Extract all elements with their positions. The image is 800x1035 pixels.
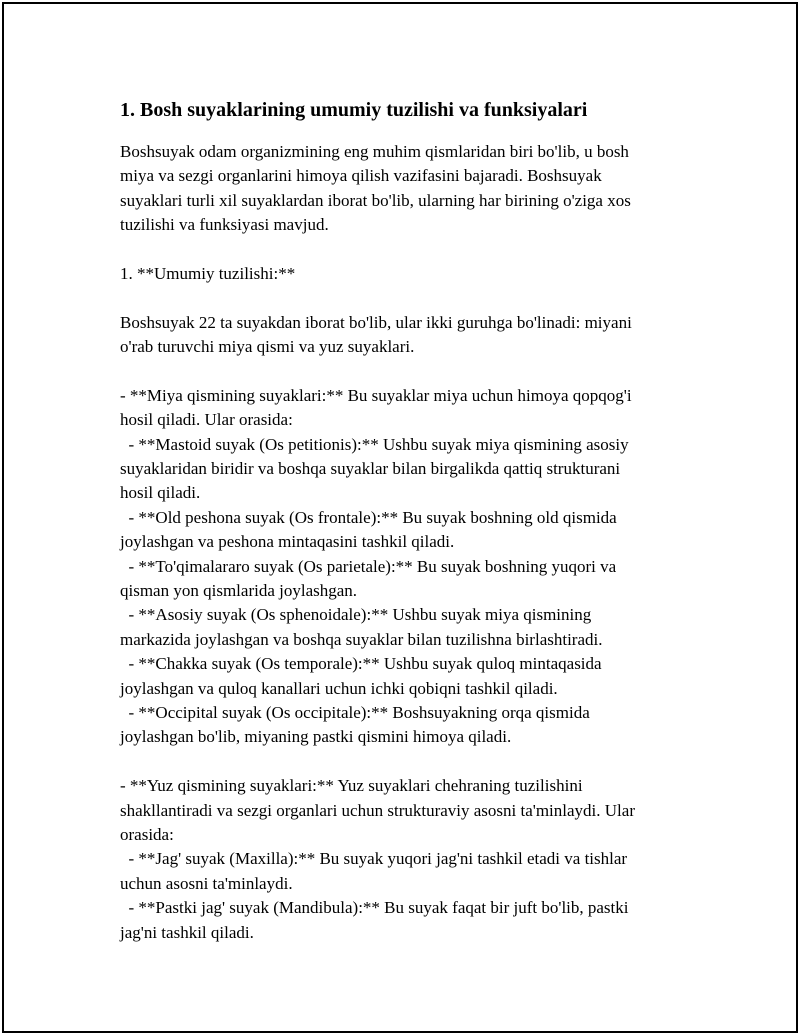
text-line: suyaklari turli xil suyaklardan iborat bo'lib, ularning har birining o'ziga xos [120, 190, 631, 210]
list-line: - **Asosiy suyak (Os sphenoidale):** Ushbu suyak miya qismining [120, 605, 592, 625]
cranial-bones-list [120, 384, 700, 750]
list-line: uchun asosni ta'minlaydi. [120, 873, 293, 893]
section-heading-text: 1. **Umumiy tuzilishi:** [120, 263, 296, 283]
document-body [120, 96, 700, 945]
list-line: - **Occipital suyak (Os occipitale):** Boshsuyakning orqa qismida [120, 702, 590, 722]
list-line: joylashgan bo'lib, miyaning pastki qismini himoya qiladi. [120, 727, 512, 747]
list-line: shakllantiradi va sezgi organlari uchun strukturaviy asosni ta'minlaydi. Ular [120, 800, 635, 820]
text-line: o'rab turuvchi miya qismi va yuz suyaklari. [120, 337, 415, 357]
list-line: jag'ni tashkil qiladi. [120, 922, 254, 942]
list-line: joylashgan va quloq kanallari uchun ichki qobiqni tashkil qiladi. [120, 678, 558, 698]
section-heading [120, 262, 700, 286]
list-line: joylashgan va peshona mintaqasini tashkil qiladi. [120, 532, 455, 552]
facial-bones-list [120, 774, 700, 945]
document-title: 1. Bosh suyaklarining umumiy tuzilishi va funksiyalari [120, 99, 588, 121]
list-line: - **Chakka suyak (Os temporale):** Ushbu suyak quloq mintaqasida [120, 654, 602, 674]
list-line: hosil qiladi. [120, 483, 201, 503]
page-frame [2, 2, 798, 1033]
list-line: markazida joylashgan va boshqa suyaklar bilan tuzilishna birlashtiradi. [120, 629, 603, 649]
text-line: Boshsuyak odam organizmining eng muhim qismlaridan biri bo'lib, u bosh [120, 142, 629, 161]
list-line: - **Yuz qismining suyaklari:** Yuz suyaklari chehraning tuzilishini [120, 776, 583, 796]
list-line: - **Old peshona suyak (Os frontale):** Bu suyak boshning old qismida [120, 507, 617, 527]
list-line: - **Pastki jag' suyak (Mandibula):** Bu suyak faqat bir juft bo'lib, pastki [120, 898, 629, 918]
list-line: orasida: [120, 824, 174, 844]
text-line: tuzilishi va funksiyasi mavjud. [120, 215, 329, 235]
list-line: - **Mastoid suyak (Os petitionis):** Ushbu suyak miya qismining asosiy [120, 434, 629, 454]
intro-paragraph [120, 140, 700, 238]
overview-paragraph [120, 311, 700, 360]
list-line: hosil qiladi. Ular orasida: [120, 410, 293, 430]
list-line: - **Miya qismining suyaklari:** Bu suyaklar miya uchun himoya qopqog'i [120, 385, 632, 405]
list-line: qisman yon qismlarida joylashgan. [120, 581, 358, 601]
text-line: Boshsuyak 22 ta suyakdan iborat bo'lib, ular ikki guruhga bo'linadi: miyani [120, 312, 632, 332]
list-line: - **To'qimalararo suyak (Os parietale):** Bu suyak boshning yuqori va [120, 556, 617, 576]
list-line: suyaklaridan biridir va boshqa suyaklar bilan birgalikda qattiq strukturani [120, 459, 621, 479]
list-line: - **Jag' suyak (Maxilla):** Bu suyak yuqori jag'ni tashkil etadi va tishlar [120, 849, 628, 869]
text-line: miya va sezgi organlarini himoya qilish vazifasini bajaradi. Boshsuyak [120, 166, 602, 186]
